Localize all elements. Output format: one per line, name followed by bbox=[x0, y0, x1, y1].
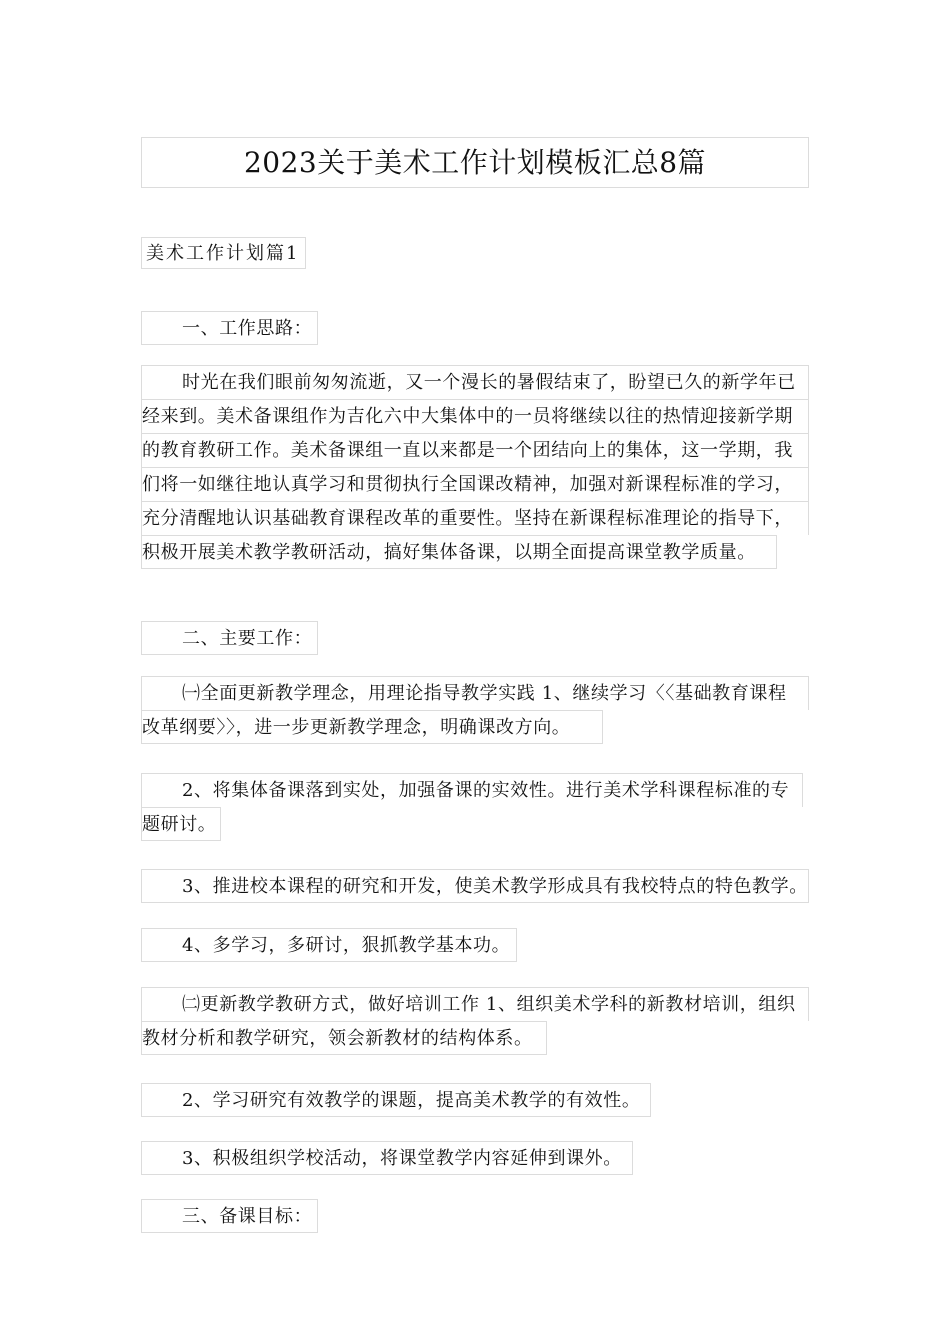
work-item-2 bbox=[141, 773, 809, 841]
section-title: 美术工作计划篇1 bbox=[141, 237, 306, 269]
paragraph-line: 改革纲要〉〉，进一步更新教学理念，明确课改方向。 bbox=[141, 710, 603, 744]
paragraph-line: 时光在我们眼前匆匆流逝，又一个漫长的暑假结束了，盼望已久的新学年已 bbox=[141, 365, 809, 399]
paragraph-line: ㈠全面更新教学理念，用理论指导教学实践 1、继续学习〈〈基础教育课程 bbox=[141, 676, 809, 710]
paragraph-line: 题研讨。 bbox=[141, 807, 221, 841]
intro-paragraph bbox=[141, 365, 809, 569]
paragraph-line: 3、推进校本课程的研究和开发，使美术教学形成具有我校特点的特色教学。 bbox=[141, 869, 809, 903]
paragraph-line: 充分清醒地认识基础教育课程改革的重要性。坚持在新课程标准理论的指导下， bbox=[141, 501, 809, 535]
heading-work-ideas bbox=[141, 311, 809, 357]
paragraph-line: ㈡更新教学教研方式，做好培训工作 1、组织美术学科的新教材培训，组织 bbox=[141, 987, 809, 1021]
heading-main-work bbox=[141, 621, 809, 667]
heading-text: 一、工作思路： bbox=[141, 311, 318, 345]
paragraph-line: 3、积极组织学校活动，将课堂教学内容延伸到课外。 bbox=[141, 1141, 633, 1175]
work-item-3 bbox=[141, 869, 809, 903]
paragraph-line: 积极开展美术教学教研活动，搞好集体备课，以期全面提高课堂教学质量。 bbox=[141, 535, 777, 569]
heading-lesson-goals bbox=[141, 1199, 809, 1245]
work-item-6 bbox=[141, 1083, 809, 1117]
paragraph-line: 2、将集体备课落到实处，加强备课的实效性。进行美术学科课程标准的专 bbox=[141, 773, 803, 807]
paragraph-line: 教材分析和教学研究，领会新教材的结构体系。 bbox=[141, 1021, 547, 1055]
paragraph-line: 2、学习研究有效教学的课题，提高美术教学的有效性。 bbox=[141, 1083, 651, 1117]
paragraph-line: 们将一如继往地认真学习和贯彻执行全国课改精神，加强对新课程标准的学习， bbox=[141, 467, 809, 501]
paragraph-line: 经来到。美术备课组作为吉化六中大集体中的一员将继续以往的热情迎接新学期 bbox=[141, 399, 809, 433]
work-item-7 bbox=[141, 1141, 809, 1175]
work-item-1 bbox=[141, 676, 809, 744]
heading-text: 三、备课目标： bbox=[141, 1199, 318, 1233]
work-item-5 bbox=[141, 987, 809, 1055]
paragraph-line: 的教育教研工作。美术备课组一直以来都是一个团结向上的集体，这一学期，我 bbox=[141, 433, 809, 467]
document-title: 2023关于美术工作计划模板汇总8篇 bbox=[141, 137, 809, 188]
heading-text: 二、主要工作： bbox=[141, 621, 318, 655]
paragraph-line: 4、多学习，多研讨，狠抓教学基本功。 bbox=[141, 928, 517, 962]
work-item-4 bbox=[141, 928, 809, 962]
